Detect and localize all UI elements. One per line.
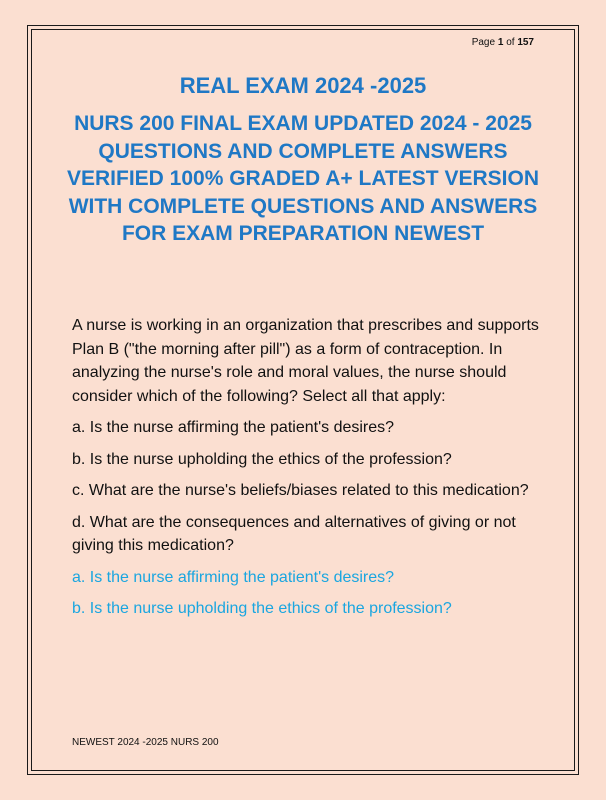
option-c: c. What are the nurse's beliefs/biases related to this medication? <box>72 482 529 499</box>
option-a: a. Is the nurse affirming the patient's desires? <box>72 419 395 436</box>
page-number-total: 157 <box>517 37 534 48</box>
document-title <box>60 72 546 248</box>
question-block <box>72 314 542 629</box>
option-b: b. Is the nurse upholding the ethics of the profession? <box>72 450 452 468</box>
page-number <box>472 37 534 48</box>
question-stem: A nurse is working in an organization that prescribes and supports Plan B ("the morning after pill") as a form of contraception. In analyzing the nurse's role and moral values, the nurse should consider which of the following? Select all that apply: <box>72 317 539 405</box>
page-number-prefix: Page <box>471 37 496 48</box>
answer-b: b. Is the nurse upholding the ethics of the profession? <box>72 600 452 617</box>
title-line-1: REAL EXAM 2024 -2025 <box>179 73 427 98</box>
page-number-of: of <box>506 37 515 48</box>
page-footer: NEWEST 2024 -2025 NURS 200 <box>72 737 219 748</box>
option-d: d. What are the consequences and alternatives of giving or not giving this medication? <box>72 513 516 554</box>
answer-a: a. Is the nurse affirming the patient's desires? <box>72 568 395 586</box>
page-number-current: 1 <box>497 37 504 48</box>
title-line-2: NURS 200 FINAL EXAM UPDATED 2024 - 2025 QUESTIONS AND COMPLETE ANSWERS VERIFIED 100% GRADED A+ LATEST VERSION WITH COMPLETE QUESTIONS AND ANSWERS FOR EXAM PREPARATION NEWEST <box>66 112 539 245</box>
